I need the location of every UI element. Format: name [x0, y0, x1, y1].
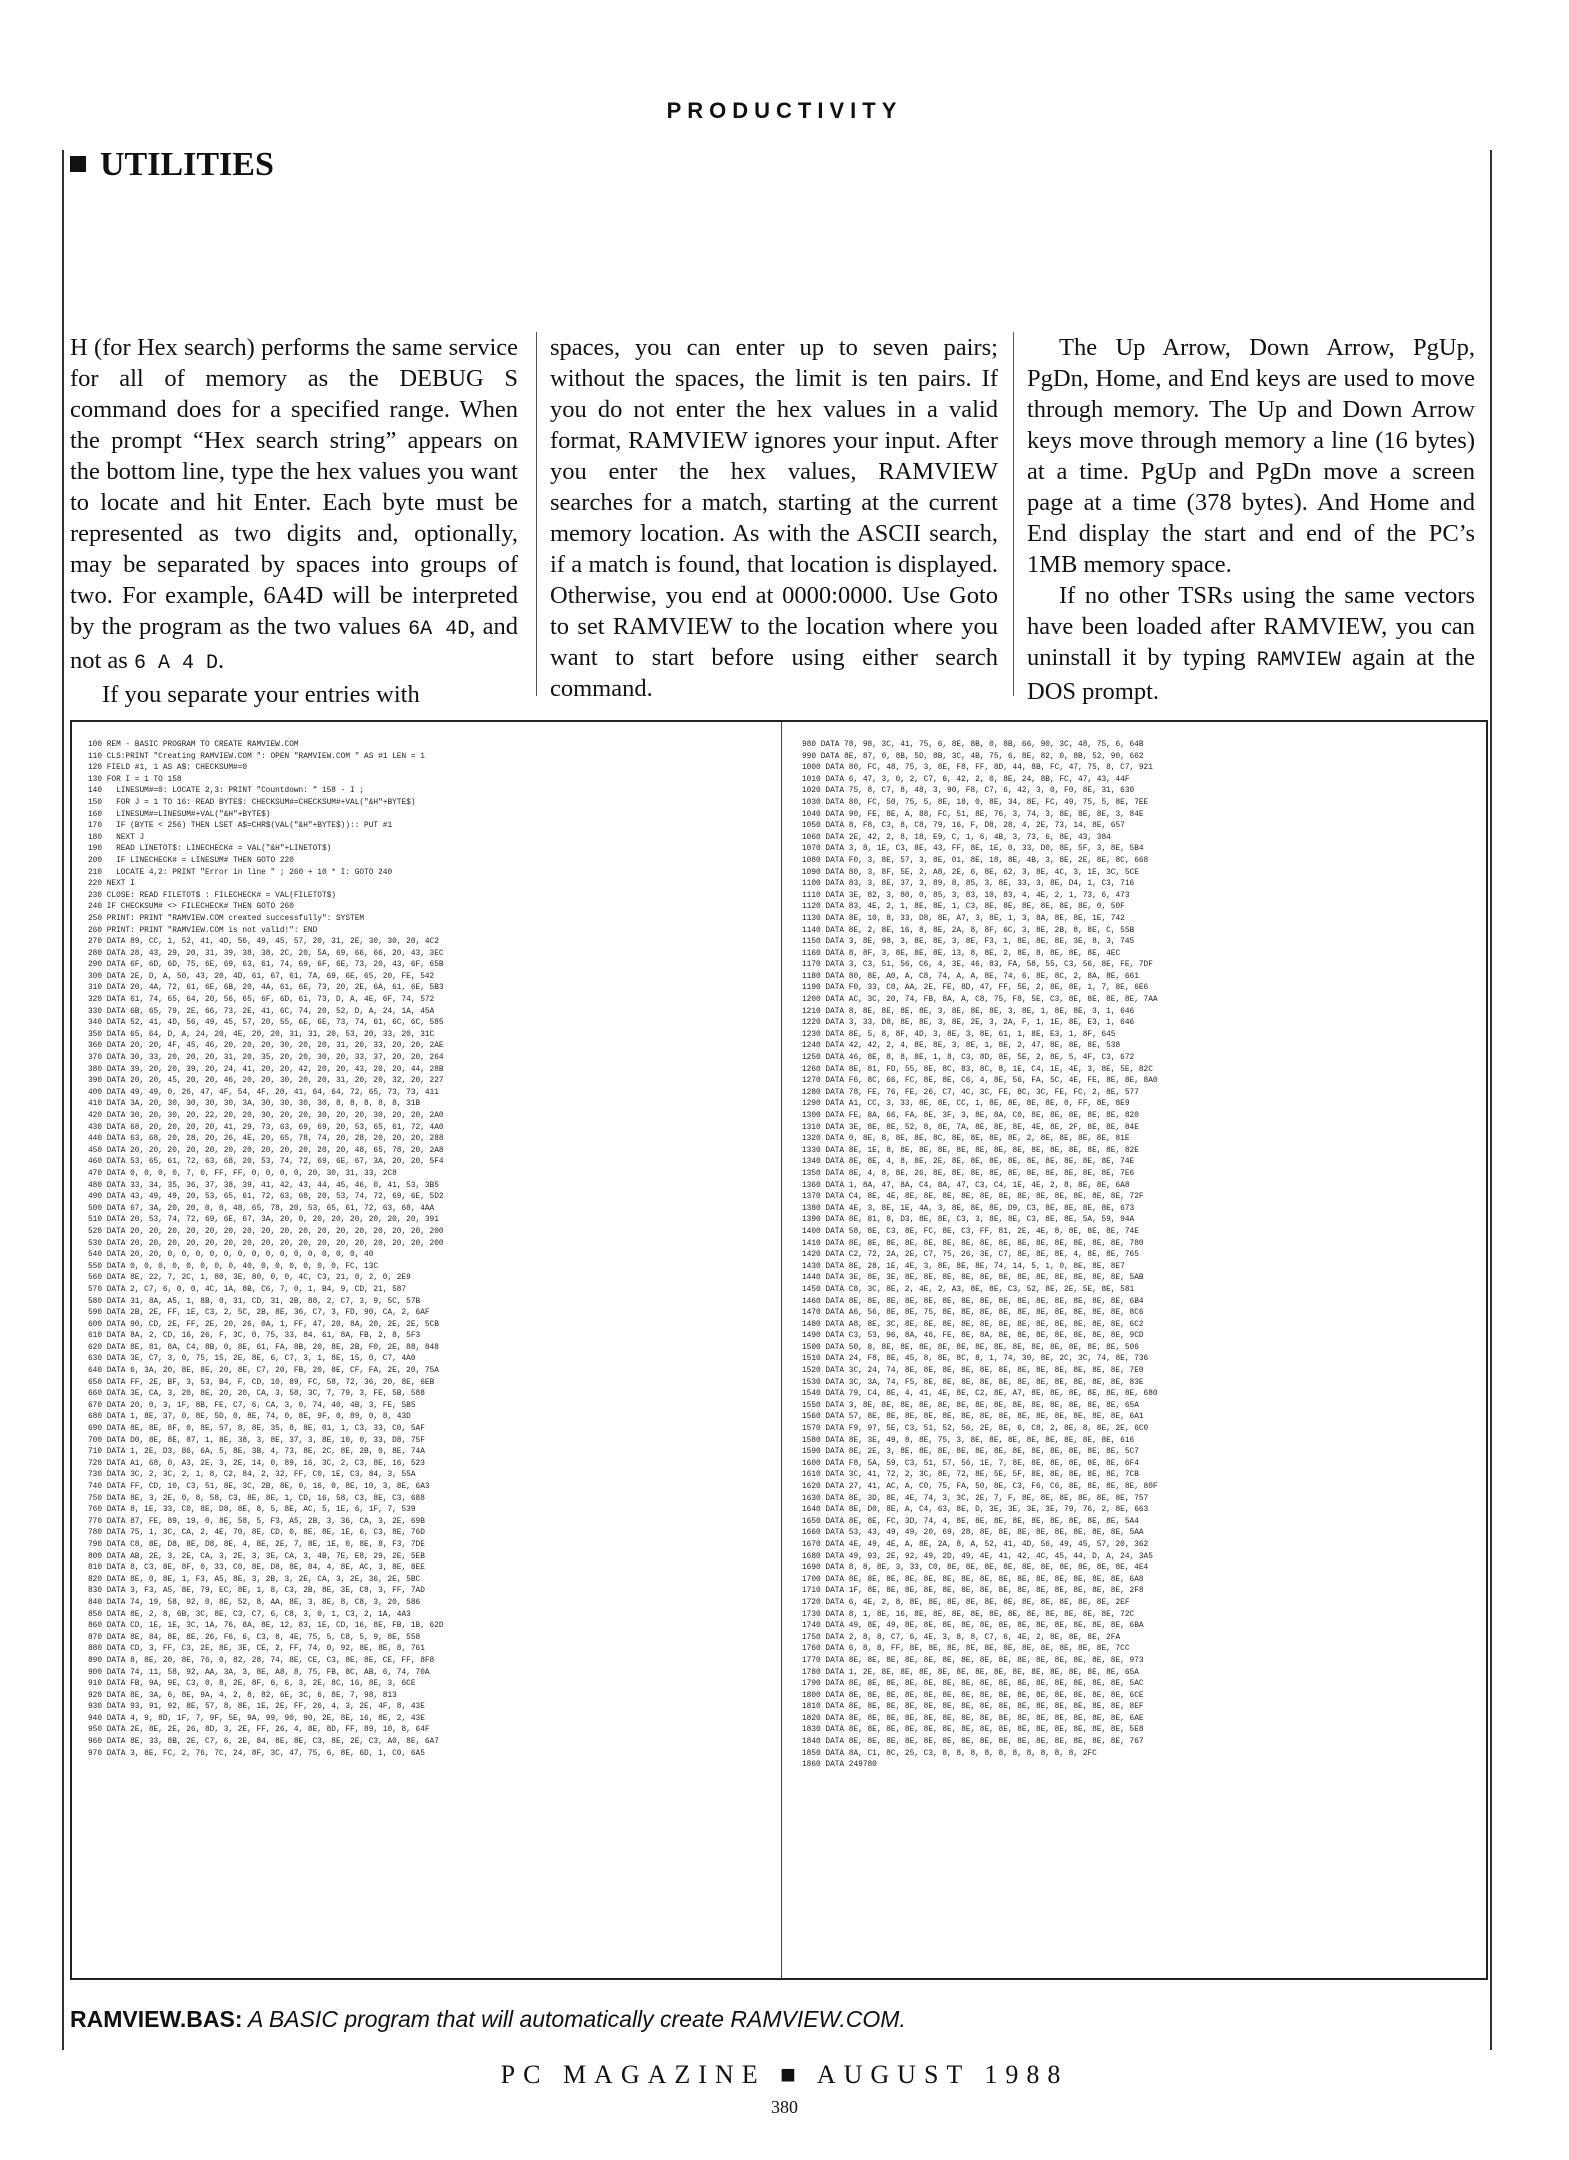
listing-caption: [70, 2006, 906, 2033]
bullet-square-icon: [70, 156, 86, 172]
column-2-paragraph-1: spaces, you can enter up to seven pairs; without the spaces, the limit is ten pairs. If you do not enter the hex values in a valid format, RAMVIEW ignores your input. After you enter the hex values, RAMVIEW searches for a match, starting at the current memory location. As with the ASCII search, if a match is found, that location is displayed. Otherwise, you end at 0000:0000. Use Goto to set RAMVIEW to the location where you want to start before using either search command.: [550, 334, 998, 702]
section-title-text: UTILITIES: [100, 146, 274, 183]
program-listing-left: 100 REM - BASIC PROGRAM TO CREATE RAMVIEW.COM 110 CLS:PRINT "Creating RAMVIEW.COM ": OPEN "RAMVIEW.COM " AS #1 LEN = 1 120 FIELD #1, 1 AS A$: CHECKSUM#=0 130 FOR I = 1 TO 158 140 LINESUM#=0: LOCATE 2,3: PRINT "Countdown: " 158 - I ; 150 FOR J = 1 TO 16: READ BYTE$: CHECKSUM#=CHECKSUM#+VAL("&H"+BYTE$) 160 LINESUM#=LINESUM#+VAL("&H"+BYTE$) 170 IF (BYTE < 256) THEN LSET A$=CHR$(VAL("&H"+BYTE$)):: PUT #1 180 NEXT J 190 READ LINETOT$: LINECHECK# = VAL("&H"+LINETOT$) 200 IF LINECHECK# = LINESUM# THEN GOTO 220 210 LOCATE 4,2: PRINT "Error in line " ; 260 + 10 * I: GOTO 240 220 NEXT I 230 CLOSE: READ FILETOT$ : FILECHECK# = VAL(FILETOT$) 240 IF CHECKSUM# <> FILECHECK# THEN GOTO 260 250 PRINT: PRINT "RAMVIEW.COM created successfully": SYSTEM 260 PRINT: PRINT "RAMVIEW.COM is not valid!": END 270 DATA 89, CC, 1, 52, 41, 4D, 56, 49, 45, 57, 20, 31, 2E, 30, 30, 20, 4C2 280 DATA 28, 43, 29, 20, 31, 39, 38, 38, 2C, 20, 5A, 69, 66, 66, 20, 43, 3EC 290 DATA 6F, 6D, 6D, 75, 6E, 69, 63, 61, 74, 69, 6F, 6E, 73, 20, 43, 6F, 65B 300 DATA 2E, D, A, 50, 43, 20, 4D, 61, 67, 61, 7A, 69, 6E, 65, 20, FE, 542 310 DATA 20, 4A, 72, 61, 6E, 6B, 20, 4A, 61, 6E, 73, 20, 2E, 6A, 61, 6E, 5B3 320 DATA 61, 74, 65, 64, 20, 56, 65, 6F, 6D, 61, 73, D, A, 4E, 6F, 74, 572 330 DATA 6B, 65, 79, 2E, 66, 73, 2E, 41, 6C, 74, 20, 52, D, A, 24, 1A, 45A 340 DATA 52, 41, 4D, 56, 49, 45, 57, 20, 55, 6E, 6E, 73, 74, 61, 6C, 6C, 585 350 DATA 65, 64, D, A, 24, 20, 4E, 20, 20, 31, 31, 20, 53, 20, 33, 20, 31C 360 DATA 20, 20, 4F, 45, 46, 20, 20, 20, 30, 20, 20, 31, 20, 33, 20, 20, 2AE 370 DATA 30, 33, 20, 20, 20, 31, 20, 35, 20, 20, 30, 20, 33, 37, 20, 20, 264 380 DATA 39, 20, 20, 39, 20, 24, 41, 20, 20, 42, 20, 20, 43, 20, 20, 44, 28B 390 DATA 20, 20, 45, 20, 20, 46, 20, 20, 30, 20, 20, 31, 20, 20, 32, 20, 227 400 DATA 49, 49, 0, 26, 47, 4F, 54, 4F, 20, 41, 64, 64, 72, 65, 73, 73, 411 410 DATA 3A, 20, 30, 30, 30, 30, 3A, 30, 30, 30, 30, 8, 8, 8, 8, 8, 31B 420 DATA 30, 20, 30, 20, 22, 20, 20, 30, 20, 20, 30, 20, 20, 30, 20, 20, 2A0 430 DATA 68, 20, 20, 20, 20, 41, 29, 73, 63, 69, 69, 20, 53, 65, 61, 72, 4A0 440 DATA 63, 68, 20, 28, 20, 26, 4E, 20, 65, 78, 74, 20, 28, 20, 20, 20, 288 450 DATA 20, 20, 20, 20, 20, 20, 20, 20, 20, 20, 20, 20, 48, 65, 78, 20, 2A8 460 DATA 53, 65, 61, 72, 63, 68, 20, 53, 74, 72, 69, 6E, 67, 3A, 20, 20, 5F4 470 DATA 0, 0, 0, 0, 7, 0, FF, FF, 0, 0, 0, 0, 20, 30, 31, 33, 2C8 480 DATA 33, 34, 35, 36, 37, 38, 39, 41, 42, 43, 44, 45, 46, 0, 41, 53, 3B5 490 DATA 43, 49, 49, 20, 53, 65, 61, 72, 63, 68, 20, 53, 74, 72, 69, 6E, 5D2 500 DATA 67, 3A, 20, 20, 0, 0, 48, 65, 78, 20, 53, 65, 61, 72, 63, 68, 4AA 510 DATA 20, 53, 74, 72, 69, 6E, 67, 3A, 20, 0, 20, 20, 20, 20, 20, 20, 391 520 DATA 20, 20, 20, 20, 20, 20, 20, 20, 20, 20, 20, 20, 20, 20, 20, 20, 200 530 DATA 20, 20, 20, 20, 20, 20, 20, 20, 20, 20, 20, 20, 20, 20, 20, 20, 200 540 DATA 20, 20, 0, 0, 0, 0, 0, 0, 0, 0, 0, 0, 0, 0, 0, 0, 40 550 DATA 0, 0, 0, 0, 0, 0, 0, 0, 40, 0, 0, 0, 0, 0, 0, FC, 13C 560 DATA 8E, 22, 7, 2C, 1, 80, 3E, 80, 0, 0, 4C, C3, 21, 0, 2, 0, 2E9 570 DATA 2, C7, 6, 0, 0, 4C, 1A, 8B, C6, 7, 0, 1, B4, 9, CD, 21, 587 580 DATA 31, 8A, A5, 1, 8B, 0, 31, CD, 31, 2B, 88, 2, C7, 3, 9, 5C, 57B 590 DATA 2B, 2E, FF, 1E, C3, 2, 5C, 2B, 8E, 36, C7, 3, FD, 90, CA, 2, 6AF 600 DATA 90, CD, 2E, FF, 2E, 20, 26, 0A, 1, FF, 47, 20, 8A, 20, 2E, 2E, 5CB 610 DATA 8A, 2, CD, 16, 26, F, 3C, 0, 75, 33, 84, 61, 8A, FB, 2, 8, 5F3 620 DATA 8E, 81, 8A, C4, 8B, 0, 8E, 61, FA, 8B, 20, 8E, 2B, F0, 2E, 88, 848 630 DATA 3E, C7, 3, 0, 75, 15, 2E, 8E, 6, C7, 3, 1, 8E, 15, 0, C7, 4A0 640 DATA 6, 3A, 20, 8E, 8E, 20, 8E, C7, 20, FB, 20, 8E, CF, FA, 2E, 20, 75A 650 DATA FF, 2E, BF, 3, 53, B4, F, CD, 10, 89, FC, 58, 72, 36, 20, 8E, 6EB 660 DATA 3E, CA, 3, 20, 8E, 20, 20, CA, 3, 58, 3C, 7, 79, 3, FE, 5B, 588 670 DATA 20, 0, 3, 1F, 8B, FE, C7, 6, CA, 3, 0, 74, 40, 4B, 3, FE, 5B5 680 DATA 1, 8E, 37, 0, 8E, 5D, 0, 8E, 74, 0, 8E, 9F, 0, 89, 0, 8, 43D 690 DATA 8E, 8E, 8F, 0, 8E, 57, 8, 8E, 35, 8, 8E, 01, 1, C3, 33, C0, 5AF 700 DATA D0, 8E, 8E, 87, 1, 8E, 38, 3, 8E, 37, 3, 8E, 10, 0, 33, D8, 75F 710 DATA 1, 2E, D3, 86, 6A, 5, 8E, 3B, 4, 73, 8E, 2C, 8E, 2B, 0, 8E, 74A 720 DATA A1, 68, 0, A3, 2E, 3, 2E, 14, 0, 89, 16, 3C, 2, C3, 8E, 16, 523 730 DATA 3C, 2, 3C, 2, 1, 8, C2, 84, 2, 32, FF, C0, 1E, C3, 84, 3, 55A 740 DATA FF, CD, 10, C3, 51, 8E, 3C, 2B, 8E, 0, 16, 0, 8E, 10, 3, 8E, 6A3 750 DATA 8E, 3, 2E, 0, 8, 58, C3, 8E, 8E, 1, CD, 16, 58, C3, 8E, C3, 688 760 DATA 8, 1E, 33, C0, 8E, D8, 8E, 8, 5, 8E, AC, 5, 1E, 6, 1F, 7, 539 770 DATA 87, FE, 89, 19, 0, 8E, 58, 5, F3, A5, 2B, 3, 36, CA, 3, 2E, 69B 780 DATA 75, 1, 3C, CA, 2, 4E, 70, 8E, CD, 0, 8E, 8E, 1E, 6, C3, 8E, 76D 790 DATA C8, 8E, D8, 8E, D8, 8E, 4, 8E, 2E, 7, 8E, 1E, 0, 8E, 8, F3, 7DE 800 DATA AB, 2E, 3, 2E, CA, 3, 2E, 3, 3E, CA, 3, 4B, 7E, E8, 29, 2E, 5EB 810 DATA 8, C3, 8E, 8F, 0, 33, C0, 8E, D8, 8E, 84, 4, 8E, AC, 3, 8E, 8EE 820 DATA 8E, 0, 8E, 1, F3, A5, 8E, 3, 2B, 3, 2E, CA, 3, 2E, 36, 2E, 5BC 830 DATA 3, F3, A5, 8E, 79, EC, 8E, 1, 8, C3, 2B, 8E, 3E, C8, 3, FF, 7AD 840 DATA 74, 19, 58, 92, 0, 8E, 52, 8, AA, 8E, 3, 8E, 8, C8, 3, 20, 586 850 DATA 8E, 2, 8, 6B, 3C, 8E, C3, C7, 6, C8, 3, 0, 1, C3, 2, 1A, 4A3 860 DATA CD, 1E, 1E, 3C, 1A, 76, 8A, 8E, 12, 83, 1E, CD, 16, 8E, FB, 1B, 62D 870 DATA 8E, 84, 8E, 8E, 26, F6, 6, C3, 8, 4E, 75, 5, C8, 5, 9, 8E, 558 880 DATA CD, 3, FF, C3, 2E, 8E, 3E, CE, 2, FF, 74, 0, 92, 8E, 8E, 8, 761 890 DATA 8, 8E, 20, 8E, 76, 0, 82, 28, 74, 8E, CE, C3, 8E, 8E, CE, FF, 8F8 900 DATA 74, 11, 58, 92, AA, 3A, 3, 8E, A8, 8, 75, FB, 8C, AB, 6, 74, 70A 910 DATA FB, 9A, 9E, C3, 0, 8, 2E, 8F, 6, 6, 3, 2E, 8C, 16, 8E, 3, 6CE 920 DATA 8E, 3A, 6, 8E, 9A, 4, 2, 8, 82, 6E, 3C, 6, 8E, 7, 98, 813 930 DATA 93, 91, 92, 8E, 57, 8, 8E, 1E, 2E, FF, 26, 4, 3, 2E, 4F, 8, 43E 940 DATA 4, 9, 8D, 1F, 7, 9F, 5E, 9A, 99, 90, 90, 2E, 8E, 16, 8E, 2, 43E 950 DATA 2E, 8E, 2E, 26, 8D, 3, 2E, FF, 26, 4, 8E, 8D, FF, 89, 10, 8, 64F 960 DATA 8E, 33, 8B, 2E, C7, 6, 2E, 84, 8E, 8E, C3, 8E, 2E, C3, A0, 8E, 6A7 970 DATA 3, 8E, FC, 2, 76, 7C, 24, 8F, 3C, 47, 75, 6, 8E, 6D, 1, C0, 6A5: [88, 741, 444, 1758]
column-divider-1: [536, 332, 537, 696]
section-title: [70, 146, 274, 184]
listing-divider: [781, 722, 782, 1978]
program-listing-right: 980 DATA 78, 98, 3C, 41, 75, 6, 8E, 8B, 0, 8B, 66, 90, 3C, 48, 75, 6, 64B 990 DATA 8E, 87, 0, 8B, 5D, 8B, 3C, 4B, 75, 6, 8E, 82, 0, 8B, 52, 90, 662 1000 DATA 80, FC, 48, 75, 3, 8E, F8, FF, 8D, 44, 8B, FC, 47, 75, 8, C7, 921 1010 DATA 6, 47, 3, 0, 2, C7, 6, 42, 2, 0, 8E, 24, 8B, FC, 47, 43, 44F 1020 DATA 75, 8, C7, 8, 48, 3, 90, F8, C7, 6, 42, 3, 0, F0, 8E, 31, 630 1030 DATA 80, FC, 50, 75, 5, 8E, 18, 0, 8E, 34, 8E, FC, 49, 75, 5, 8E, 7EE 1040 DATA 90, FE, 8E, A, 88, FC, 51, 8E, 76, 3, 74, 3, 8E, 8E, 8E, 3, 84E 1050 DATA 8, F8, C3, 8, C8, 79, 16, F, D8, 28, 4, 2E, 73, 14, 8E, 657 1060 DATA 2E, 42, 2, 8, 18, E9, C, 1, 6, 4B, 3, 73, 6, 8E, 43, 384 1070 DATA 3, 8, 1E, C3, 8E, 43, FF, 8E, 1E, 0, 33, D0, 8E, 5F, 3, 8E, 5B4 1080 DATA F0, 3, 8E, 57, 3, 8E, 01, 8E, 18, 8E, 4B, 3, 8E, 2E, 8E, 8C, 668 1090 DATA 80, 3, 8F, 5E, 2, A8, 2E, 6, 8E, 62, 3, 8E, 4C, 3, 1E, 3C, 5CE 1100 DATA 83, 3, 8E, 37, 3, 89, 8, 85, 3, 8E, 33, 3, 8E, D4, 1, C3, 716 1110 DATA 3E, 82, 3, 80, 0, 85, 3, 83, 10, 83, 4, 4E, 2, 1, 73, 6, 473 1120 DATA 83, 4E, 2, 1, 8E, 8E, 1, C3, 8E, 8E, 8E, 8E, 8E, 8E, 0, 50F 1130 DATA 8E, 10, 8, 33, D8, 8E, A7, 3, 8E, 1, 3, 8A, 8E, 8E, 1E, 742 1140 DATA 8E, 2, 8E, 16, 8, 8E, 2A, 8, 8F, 6C, 3, 8E, 2B, 8, 8E, C, 55B 1150 DATA 3, 8E, 98, 3, 8E, 8E, 3, 8E, F3, 1, 8E, 8E, 8E, 3E, 8, 3, 745 1160 DATA 8, 8F, 3, 8E, 8E, 8E, 13, 8, 8E, 2, 8E, 8, 8E, 8E, 8E, 4EC 1170 DATA 3, C3, 51, 56, C6, 4, 3E, 46, 83, FA, 58, 55, C3, 56, 8E, FE, 7DF 1180 DATA 80, 8E, A0, A, C8, 74, A, A, 8E, 74, 6, 8E, 8C, 2, 8A, 8E, 661 1190 DATA F0, 33, C0, AA, 2E, FE, 8D, 47, FF, 5E, 2, 8E, 8E, 1, 7, 8E, 6E6 1200 DATA AC, 3C, 20, 74, FB, 8A, A, C8, 75, F8, 5E, C3, 8E, 8E, 8E, 8E, 7AA 1210 DATA 8, 8E, 8E, 8E, 8E, 3, 8E, 8E, 8E, 3, 8E, 1, 8E, 8E, 3, 1, 646 1220 DATA 3, 33, D8, 8E, 8E, 3, 8E, 2E, 3, 2A, F, 1, 1E, 8E, E3, 1, 646 1230 DATA 8E, 5, 8, 8F, 4D, 3, 8E, 3, 8E, 61, 1, 8E, E3, 1, 8F, 645 1240 DATA 42, 42, 2, 4, 8E, 8E, 3, 8E, 1, 8E, 2, 47, 8E, 8E, 8E, 538 1250 DATA 46, 8E, 8, 8, 8E, 1, 8, C3, 8D, 8E, 5E, 2, 8E, 5, 4F, C3, 672 1260 DATA 8E, 81, FD, 55, 8E, 8C, 83, 8C, 8, 1E, C4, 1E, 4E, 3, 8E, 5E, 82C 1270 DATA F6, 8C, 66, FC, 8E, 8E, C6, 4, 8E, 56, FA, 5C, 4E, FE, 8E, 8E, 8A0 1280 DATA 78, FE, 76, FE, 26, C7, 4C, 3C, FE, 8C, 3C, FE, FC, 2, 8E, 577 1290 DATA A1, CC, 3, 33, 8E, 8E, CC, 1, 8E, 8E, 8E, 8E, 0, FF, 8E, 8E9 1300 DATA FE, 8A, 66, FA, 8E, 3F, 3, 8E, 8A, C0, 8E, 8E, 8E, 8E, 8E, 820 1310 DATA 3E, 8E, 8E, 52, 8, 8E, 7A, 8E, 8E, 8E, 4E, 8E, 2F, 8E, 8E, 84E 1320 DATA 0, 8E, 8, 8E, 8E, 8C, 8E, 8E, 8E, 8E, 2, 8E, 8E, 8E, 8E, 81E 1330 DATA 8E, 1E, 8, 8E, 8E, 8E, 8E, 8E, 8E, 8E, 8E, 8E, 8E, 8E, 8E, 82E 1340 DATA 8E, 8E, 4, 8, 8E, 2E, 8E, 8E, 8E, 8E, 8E, 8E, 8E, 8E, 8E, 74E 1350 DATA 8E, 4, 8, 8E, 26, 8E, 8E, 8E, 8E, 8E, 8E, 8E, 8E, 8E, 8E, 7E6 1360 DATA 1, 8A, 47, 8A, C4, 8A, 47, C3, C4, 1E, 4E, 2, 8, 8E, 8E, 6A8 1370 DATA C4, 8E, 4E, 8E, 8E, 8E, 8E, 8E, 8E, 8E, 8E, 8E, 8E, 8E, 8E, 72F 1380 DATA 4E, 3, 8E, 1E, 4A, 3, 8E, 8E, 8E, D9, C3, 8E, 8E, 8E, 8E, 673 1390 DATA 8E, 81, 8, D3, 8E, 8E, C3, 3, 8E, 8E, C3, 8E, 8E, 5A, 59, 94A 1400 DATA 58, 8E, C3, 8E, FC, 8E, C3, FF, 81, 2E, 4E, 8, 8E, 8E, 8E, 74E 1410 DATA 8E, 8E, 8E, 8E, 8E, 8E, 8E, 8E, 8E, 8E, 8E, 8E, 8E, 8E, 8E, 780 1420 DATA C2, 72, 2A, 2E, C7, 75, 26, 3E, C7, 8E, 8E, 8E, 4, 8E, 8E, 765 1430 DATA 8E, 28, 1E, 4E, 3, 8E, 8E, 8E, 74, 14, 5, 1, 0, 8E, 8E, 8E7 1440 DATA 3E, 8E, 3E, 8E, 8E, 8E, 8E, 8E, 8E, 8E, 8E, 8E, 8E, 8E, 8E, 5AB 1450 DATA C8, 3C, 8E, 2, 4E, 2, A3, 8E, 8E, C3, 52, 8E, 2E, 5E, 8E, 581 1460 DATA 8E, 8E, 8E, 8E, 8E, 8E, 8E, 8E, 8E, 8E, 8E, 8E, 8E, 8E, 8E, 6B4 1470 DATA A6, 56, 8E, 8E, 75, 8E, 8E, 8E, 8E, 8E, 8E, 8E, 8E, 8E, 8E, 8C6 1480 DATA A8, 8E, 3C, 8E, 8E, 8E, 8E, 8E, 8E, 8E, 8E, 8E, 8E, 8E, 8E, 6C2 1490 DATA C3, 53, 96, 8A, 46, FE, 8E, 8A, 8E, 8E, 8E, 8E, 8E, 8E, 8E, 9CD 1500 DATA 50, 8, 8E, 8E, 8E, 8E, 8E, 8E, 8E, 8E, 8E, 8E, 8E, 8E, 8E, 506 1510 DATA 24, F8, 8E, 45, 8, 8E, 8C, 8, 1, 74, 30, 8E, 2C, 3C, 74, 8E, 736 1520 DATA 3C, 24, 74, 8E, 8E, 8E, 8E, 8E, 8E, 8E, 8E, 8E, 8E, 8E, 8E, 7E0 1530 DATA 3C, 3A, 74, F5, 8E, 8E, 8E, 8E, 8E, 8E, 8E, 8E, 8E, 8E, 8E, 83E 1540 DATA 79, C4, 8E, 4, 41, 4E, 8E, C2, 8E, A7, 8E, 8E, 8E, 8E, 8E, 8E, 680 1550 DATA 3, 8E, 8E, 8E, 8E, 8E, 8E, 8E, 8E, 8E, 8E, 8E, 8E, 8E, 8E, 65A 1560 DATA 57, 8E, 8E, 8E, 8E, 8E, 8E, 8E, 8E, 8E, 8E, 8E, 8E, 8E, 8E, 6A1 1570 DATA F9, 97, 5E, C3, 51, 52, 56, 2E, 8E, 6, C8, 2, 8E, 8, 8E, 2E, 6C0 1580 DATA 8E, 3E, 49, 8, 8E, 75, 3, 8E, 8E, 8E, 8E, 8E, 8E, 8E, 8E, 616 1590 DATA 8E, 2E, 3, 8E, 8E, 8E, 8E, 8E, 8E, 8E, 8E, 8E, 8E, 8E, 8E, 5C7 1600 DATA F8, 5A, 59, C3, 51, 57, 56, 1E, 7, 8E, 8E, 8E, 8E, 8E, 8E, 6F4 1610 DATA 3C, 41, 72, 2, 3C, 8E, 72, 8E, 5E, 5F, 8E, 8E, 8E, 8E, 8E, 7CB 1620 DATA 27, 41, AC, A, C0, 75, FA, 50, 8E, C3, F6, C6, 8E, 8E, 8E, 8E, 80F 1630 DATA 8E, 3D, 8E, 4E, 74, 3, 3C, 2E, 7, F, 8E, 8E, 8E, 8E, 8E, 8E, 757 1640 DATA 8E, D0, 8E, A, C4, 63, 8E, D, 3E, 3E, 3E, 3E, 79, 76, 2, 8E, 663 1650 DATA 8E, 8E, FC, 3D, 74, 4, 8E, 8E, 8E, 8E, 8E, 8E, 8E, 8E, 8E, 5A4 1660 DATA 53, 43, 49, 49, 20, 69, 28, 8E, 8E, 8E, 8E, 8E, 8E, 8E, 8E, 5AA 1670 DATA 4E, 49, 4E, A, 8E, 2A, 8, A, 52, 41, 4D, 56, 49, 45, 57, 20, 362 1680 DATA 49, 93, 2E, 92, 49, 2D, 49, 4E, 41, 42, 4C, 45, 44, D, A, 24, 3A5 1690 DATA 8, 8, 8E, 3, 33, C0, 8E, 8E, 8E, 8E, 8E, 8E, 8E, 8E, 8E, 8E, 4E4 1700 DATA 8E, 8E, 8E, 8E, 8E, 8E, 8E, 8E, 8E, 8E, 8E, 8E, 8E, 8E, 8E, 6A8 1710 DATA 1F, 8E, 8E, 8E, 8E, 8E, 8E, 8E, 8E, 8E, 8E, 8E, 8E, 8E, 8E, 2F8 1720 DATA 6, 4E, 2, 8, 8E, 8E, 8E, 8E, 8E, 8E, 8E, 8E, 8E, 8E, 8E, 2EF 1730 DATA 8, 1, 8E, 16, 8E, 8E, 8E, 8E, 8E, 8E, 8E, 8E, 8E, 8E, 8E, 72C 1740 DATA 49, 8E, 49, 8E, 8E, 8E, 8E, 8E, 8E, 8E, 8E, 8E, 8E, 8E, 8E, 6BA 1750 DATA 2, 8, 8, C7, 6, 4E, 3, 8, 8, C7, 6, 4E, 2, 8E, 8E, 8E, 2FA 1760 DATA 6, 8, 8, FF, 8E, 8E, 8E, 8E, 8E, 8E, 8E, 8E, 8E, 8E, 8E, 7CC 1770 DATA 8E, 8E, 8E, 8E, 8E, 8E, 8E, 8E, 8E, 8E, 8E, 8E, 8E, 8E, 8E, 973 1780 DATA 1, 2E, 8E, 8E, 8E, 8E, 8E, 8E, 8E, 8E, 8E, 8E, 8E, 8E, 8E, 65A 1790 DATA 8E, 8E, 8E, 8E, 8E, 8E, 8E, 8E, 8E, 8E, 8E, 8E, 8E, 8E, 8E, 5AC 1800 DATA 8E, 8E, 8E, 8E, 8E, 8E, 8E, 8E, 8E, 8E, 8E, 8E, 8E, 8E, 8E, 6CE 1810 DATA 8E, 8E, 8E, 8E, 8E, 8E, 8E, 8E, 8E, 8E, 8E, 8E, 8E, 8E, 8E, 8EF 1820 DATA 8E, 8E, 8E, 8E, 8E, 8E, 8E, 8E, 8E, 8E, 8E, 8E, 8E, 8E, 8E, 6AE 1830 DATA 8E, 8E, 8E, 8E, 8E, 8E, 8E, 8E, 8E, 8E, 8E, 8E, 8E, 8E, 8E, 5E8 1840 DATA 8E, 8E, 8E, 8E, 8E, 8E, 8E, 8E, 8E, 8E, 8E, 8E, 8E, 8E, 8E, 767 1850 DATA 8A, C1, 8C, 25, C3, 8, 8, 8, 8, 8, 8, 8, 8, 8, 8, 2FC 1860 DATA 249780: [802, 741, 1158, 1770]
column-3-paragraph-2: If no other TSRs using the same vectors have been loaded after RAMVIEW, you can uninstall it by typing RAMVIEW again at the DOS prompt.: [1027, 582, 1475, 705]
right-margin-rule: [1490, 150, 1492, 2050]
page-number: 380: [771, 2097, 798, 2117]
column-3-paragraph-1: The Up Arrow, Down Arrow, PgUp, PgDn, Home, and End keys are used to move through memory. The Up and Down Arrow keys move through memory a line (16 bytes) at a time. PgUp and PgDn move a screen page at a time (378 bytes). And Home and End display the start and end of the PC’s 1MB memory space.: [1027, 334, 1475, 578]
column-1-paragraph-1: H (for Hex search) performs the same service for all of memory as the DEBUG S command does for a specified range. When the prompt “Hex search string” appears on the bottom line, type the hex values you want to locate and hit Enter. Each byte must be represented as two digits and, optionally, may be separated by spaces into groups of two. For example, 6A4D will be interpreted by the program as the two values 6A 4D, and not as 6 A 4 D.: [70, 334, 519, 675]
column-divider-2: [1013, 332, 1014, 696]
magazine-footer: PC MAGAZINE ■ AUGUST 1988: [500, 2060, 1069, 2089]
article-column-3: [1027, 332, 1475, 707]
article-column-1: [70, 332, 518, 710]
column-1-paragraph-2: If you separate your entries with: [102, 681, 420, 708]
command-code: RAMVIEW: [1256, 649, 1341, 672]
caption-text: A BASIC program that will automatically create RAMVIEW.COM.: [242, 2006, 906, 2032]
section-header: PRODUCTIVITY: [666, 98, 903, 123]
hex-example-code-alt: 6 A 4 D: [133, 652, 218, 675]
left-margin-rule: [62, 150, 64, 2050]
article-column-2: [550, 332, 998, 704]
hex-example-code: 6A 4D: [408, 618, 470, 641]
caption-label: RAMVIEW.BAS:: [70, 2006, 243, 2032]
program-listing-box: [70, 720, 1488, 1980]
